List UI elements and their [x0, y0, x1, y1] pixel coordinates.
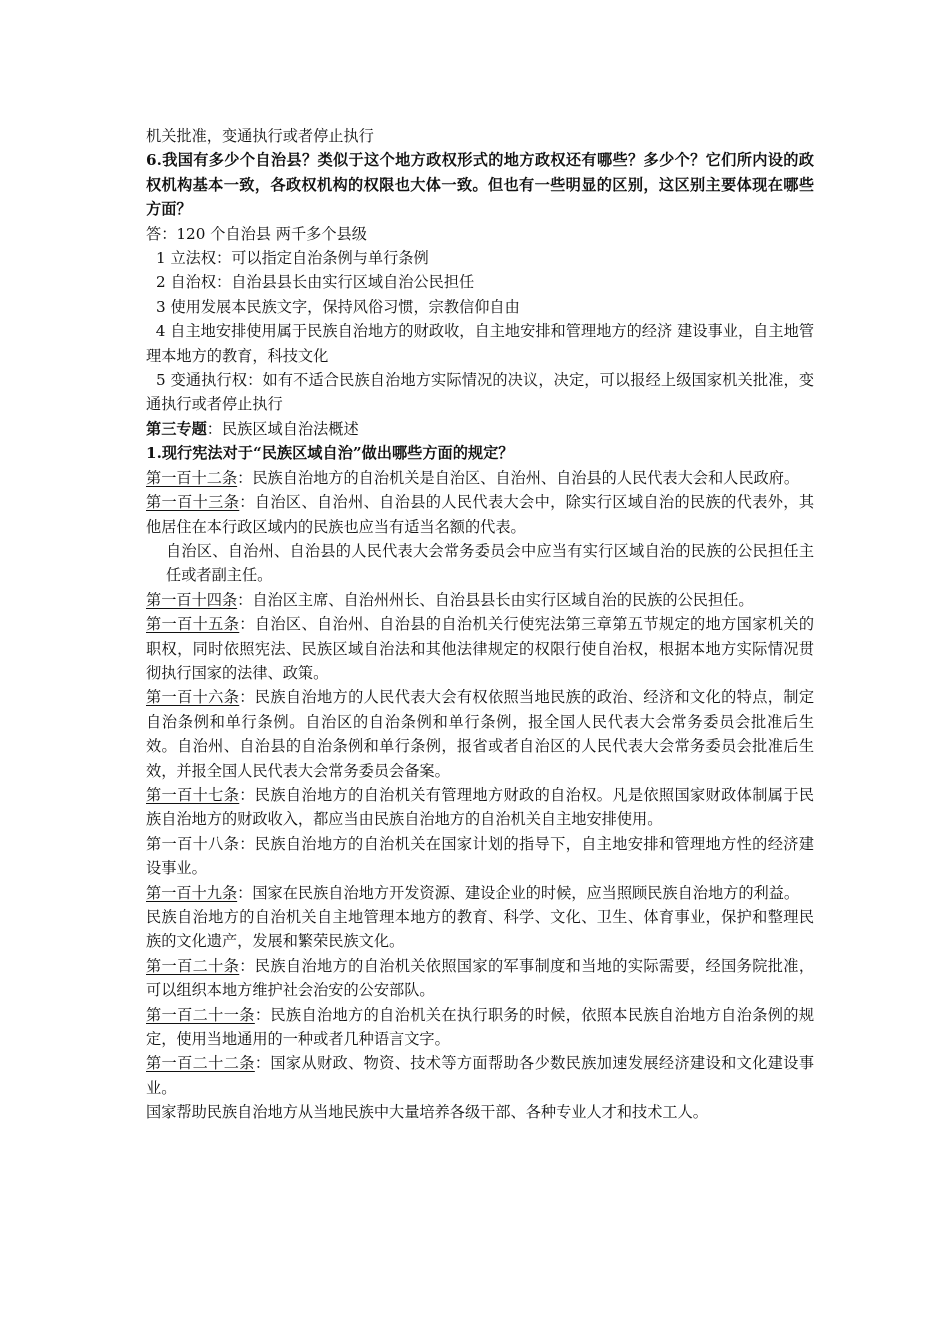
- answer-line: 答：120 个自治县 两千多个县级: [146, 224, 367, 243]
- article-116: [146, 685, 814, 783]
- answer-item-3: 3 使用发展本民族文字，保持风俗习惯，宗教信仰自由: [156, 297, 520, 316]
- answer-item-5: [146, 368, 814, 417]
- article-115-title: 第一百十五条: [146, 615, 240, 634]
- answer-item-4-text: 4 自主地安排使用属于民族自治地方的财政收，自主地安排和管理地方的经济 建设事业，自主地管理本地方的教育，科技文化: [146, 322, 815, 365]
- article-119-text: ：国家在民族自治地方开发资源、建设企业的时候，应当照顾民族自治地方的利益。: [237, 883, 800, 902]
- article-121-text: ：民族自治地方的自治机关在执行职务的时候，依照本民族自治地方自治条例的规定，使用当地通用的一种或者几种语言文字。: [146, 1005, 815, 1049]
- topic-label: 第三专题: [146, 419, 207, 438]
- article-117-text: ：民族自治地方的自治机关有管理地方财政的自治权。凡是依照国家财政体制属于民族自治地方的财政收入，都应当由民族自治地方的自治机关自主地安排使用。: [146, 785, 815, 829]
- answer-item-1: 1 立法权：可以指定自治条例与单行条例: [156, 249, 429, 268]
- article-121-title: 第一百二十一条: [146, 1005, 255, 1024]
- article-122: [146, 1051, 814, 1100]
- article-113: [146, 490, 814, 539]
- continued-line: 机关批准，变通执行或者停止执行: [146, 127, 374, 145]
- article-112-title: 第一百十二条: [146, 468, 238, 487]
- article-113-paragraph-2: 自治区、自治州、自治县的人民代表大会常务委员会中应当有实行区域自治的民族的公民担任主任或者副主任。: [166, 541, 814, 585]
- article-120-title: 第一百二十条: [146, 956, 240, 975]
- article-116-text: ：民族自治地方的人民代表大会有权依照当地民族的政治、经济和文化的特点，制定自治条例和单行条例。自治区的自治条例和单行条例，报全国人民代表大会常务委员会批准后生效。自治州、自治县的自治条例和单行条例，报省或者自治区的人民代表大会常务委员会批准后生效，并报全国人民代表大会常务委员会备案。: [146, 688, 815, 780]
- article-117: [146, 783, 814, 832]
- article-119-title: 第一百十九条: [146, 883, 238, 902]
- article-122-title: 第一百二十二条: [146, 1054, 255, 1073]
- document-page: [146, 124, 814, 1125]
- article-113-title: 第一百十三条: [146, 493, 240, 512]
- article-122-text: ：国家从财政、物资、技术等方面帮助各少数民族加速发展经济建设和文化建设事业。: [146, 1054, 815, 1097]
- answer-item-2: 2 自治权：自治县县长由实行区域自治公民担任: [156, 273, 475, 292]
- article-119: [146, 881, 814, 905]
- article-118: 第一百十八条：民族自治地方的自治机关在国家计划的指导下，自主地安排和管理地方性的经济建设事业。: [146, 834, 814, 878]
- article-114: [146, 588, 814, 612]
- article-119-paragraph-2: 民族自治地方的自治机关自主地管理本地方的教育、科学、文化、卫生、体育事业，保护和整理民族的文化遗产，发展和繁荣民族文化。: [146, 908, 814, 951]
- topic-heading: [146, 417, 814, 441]
- topic-text: ：民族区域自治法概述: [206, 419, 359, 438]
- question-1: 1.现行宪法对于“民族区域自治”做出哪些方面的规定？: [146, 444, 514, 463]
- answer-item-5-text: 5 变通执行权：如有不适合民族自治地方实际情况的决议，决定，可以报经上级国家机关批准，变通执行或者停止执行: [146, 371, 815, 414]
- article-122-paragraph-2: 国家帮助民族自治地方从当地民族中大量培养各级干部、各种专业人才和技术工人。: [146, 1103, 708, 1122]
- article-121: [146, 1003, 814, 1052]
- article-113-text: ：自治区、自治州、自治县的人民代表大会中，除实行区域自治的民族的代表外，其他居住在本行政区域内的民族也应当有适当名额的代表。: [146, 493, 815, 536]
- article-115-text: ：自治区、自治州、自治县的自治机关行使宪法第三章第五节规定的地方国家机关的职权，同时依照宪法、民族区域自治法和其他法律规定的权限行使自治权，根据本地方实际情况贯彻执行国家的法律、政策。: [146, 615, 815, 682]
- article-112: [146, 466, 814, 490]
- article-116-title: 第一百十六条: [146, 688, 240, 707]
- article-120: [146, 954, 814, 1003]
- article-120-text: ：民族自治地方的自治机关依照国家的军事制度和当地的实际需要，经国务院批准，可以组织本地方维护社会治安的公安部队。: [146, 956, 815, 1000]
- answer-item-4: [146, 319, 814, 368]
- article-112-text: ：民族自治地方的自治机关是自治区、自治州、自治县的人民代表大会和人民政府。: [237, 468, 800, 487]
- article-114-title: 第一百十四条: [146, 590, 238, 609]
- article-117-title: 第一百十七条: [146, 785, 240, 804]
- question-6: 6.我国有多少个自治县？类似于这个地方政权形式的地方政权还有哪些？多少个？它们所内设的政权机构基本一致，各政权机构的权限也大体一致。但也有一些明显的区别，这区别主要体现在哪些方面？: [146, 151, 814, 219]
- article-115: [146, 612, 814, 685]
- article-114-text: ：自治区主席、自治州州长、自治县县长由实行区域自治的民族的公民担任。: [237, 590, 754, 609]
